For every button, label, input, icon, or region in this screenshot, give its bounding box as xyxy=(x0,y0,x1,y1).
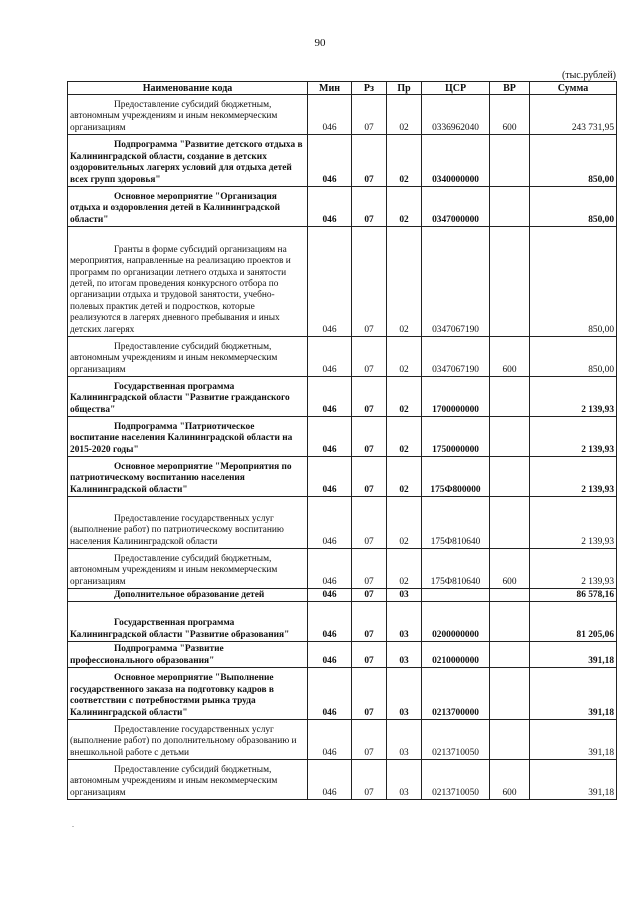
row-csr-cell: 175Ф810640 xyxy=(422,497,490,549)
row-min-cell: 046 xyxy=(308,589,352,602)
row-sum-cell: 850,00 xyxy=(530,187,617,227)
table-row xyxy=(68,668,617,720)
row-name-cell: Основное мероприятие "Мероприятия по патриотическому воспитанию населения Калининградской области" xyxy=(68,457,308,497)
row-rz-cell: 07 xyxy=(352,549,387,589)
row-name-cell: Гранты в форме субсидий организациям на мероприятия, направленные на реализацию проектов и программ по организации летнего отдыха и занятости детей, по итогам проведения конкурсного отбора по организации отдыха и трудовой занятости, учебно-полевых практик детей и подростков, которые реализуются в лагерях дневного пребывания и иных детских лагерях xyxy=(68,227,308,337)
row-rz-cell: 07 xyxy=(352,95,387,135)
row-sum-cell: 391,18 xyxy=(530,720,617,760)
column-header-pr: Пр xyxy=(387,82,422,95)
row-pr-cell: 03 xyxy=(387,602,422,642)
row-rz-cell: 07 xyxy=(352,642,387,668)
page-number: 90 xyxy=(314,37,326,49)
row-name-cell: Предоставление субсидий бюджетным, автономным учреждениям и иным некоммерческим организациям xyxy=(68,549,308,589)
units-label: (тыс.рублей) xyxy=(561,70,616,81)
row-min-cell: 046 xyxy=(308,417,352,457)
table-row xyxy=(68,227,617,337)
row-vr-cell xyxy=(490,642,530,668)
table-row xyxy=(68,497,617,549)
row-vr-cell xyxy=(490,457,530,497)
row-rz-cell: 07 xyxy=(352,337,387,377)
row-vr-cell: 600 xyxy=(490,760,530,800)
row-vr-cell: 600 xyxy=(490,549,530,589)
row-name-cell: Предоставление субсидий бюджетным, автономным учреждениям и иным некоммерческим организациям xyxy=(68,95,308,135)
row-min-cell: 046 xyxy=(308,668,352,720)
row-vr-cell xyxy=(490,227,530,337)
table-row xyxy=(68,602,617,642)
row-vr-cell xyxy=(490,720,530,760)
table-row xyxy=(68,589,617,602)
row-vr-cell xyxy=(490,497,530,549)
row-csr-cell: 0210000000 xyxy=(422,642,490,668)
row-pr-cell: 02 xyxy=(387,227,422,337)
row-csr-cell: 175Ф810640 xyxy=(422,549,490,589)
row-sum-cell: 2 139,93 xyxy=(530,457,617,497)
row-name-cell: Предоставление государственных услуг (выполнение работ) по патриотическому воспитанию населения Калининградской области xyxy=(68,497,308,549)
row-min-cell: 046 xyxy=(308,760,352,800)
table-header-row xyxy=(68,82,617,95)
row-pr-cell: 02 xyxy=(387,95,422,135)
row-vr-cell: 600 xyxy=(490,95,530,135)
row-sum-cell: 850,00 xyxy=(530,227,617,337)
row-pr-cell: 02 xyxy=(387,417,422,457)
row-min-cell: 046 xyxy=(308,187,352,227)
row-name-cell: Подпрограмма "Развитие профессионального образования" xyxy=(68,642,308,668)
row-csr-cell xyxy=(422,589,490,602)
row-pr-cell: 02 xyxy=(387,135,422,187)
table-row xyxy=(68,187,617,227)
row-sum-cell: 2 139,93 xyxy=(530,417,617,457)
table-row xyxy=(68,642,617,668)
row-sum-cell: 391,18 xyxy=(530,642,617,668)
row-sum-cell: 2 139,93 xyxy=(530,549,617,589)
row-sum-cell: 243 731,95 xyxy=(530,95,617,135)
column-header-name: Наименование кода xyxy=(68,82,308,95)
row-csr-cell: 1750000000 xyxy=(422,417,490,457)
row-pr-cell: 02 xyxy=(387,187,422,227)
row-min-cell: 046 xyxy=(308,377,352,417)
row-name-cell: Предоставление государственных услуг (выполнение работ) по дополнительному образованию и внешкольной работе с детьми xyxy=(68,720,308,760)
table-row xyxy=(68,135,617,187)
row-name-cell: Предоставление субсидий бюджетным, автономным учреждениям и иным некоммерческим организациям xyxy=(68,337,308,377)
column-header-rz: Рз xyxy=(352,82,387,95)
row-csr-cell: 0340000000 xyxy=(422,135,490,187)
row-pr-cell: 03 xyxy=(387,642,422,668)
row-min-cell: 046 xyxy=(308,720,352,760)
table-body xyxy=(68,95,617,800)
row-min-cell: 046 xyxy=(308,602,352,642)
budget-table xyxy=(67,81,617,800)
row-name-cell: Подпрограмма "Развитие детского отдыха в Калининградской области, создание в детских оздоровительных лагерях условий для отдыха детей всех групп здоровья" xyxy=(68,135,308,187)
row-name-cell: Основное мероприятие "Выполнение государственного заказа на подготовку кадров в соответствии с потребностями рынка труда Калининградской области" xyxy=(68,668,308,720)
row-rz-cell: 07 xyxy=(352,668,387,720)
row-csr-cell: 0336962040 xyxy=(422,95,490,135)
row-vr-cell xyxy=(490,135,530,187)
row-csr-cell: 0200000000 xyxy=(422,602,490,642)
row-pr-cell: 02 xyxy=(387,549,422,589)
column-header-vr: ВР xyxy=(490,82,530,95)
table-row xyxy=(68,95,617,135)
row-name-cell: Основное мероприятие "Организация отдыха и оздоровления детей в Калининградской области" xyxy=(68,187,308,227)
table-row xyxy=(68,760,617,800)
row-name-cell: Предоставление субсидий бюджетным, автономным учреждениям и иным некоммерческим организациям xyxy=(68,760,308,800)
row-rz-cell: 07 xyxy=(352,589,387,602)
row-csr-cell: 0213710050 xyxy=(422,760,490,800)
row-rz-cell: 07 xyxy=(352,760,387,800)
row-vr-cell xyxy=(490,589,530,602)
table-row xyxy=(68,377,617,417)
row-min-cell: 046 xyxy=(308,457,352,497)
table-row xyxy=(68,337,617,377)
row-sum-cell: 850,00 xyxy=(530,135,617,187)
row-vr-cell: 600 xyxy=(490,337,530,377)
row-sum-cell: 81 205,06 xyxy=(530,602,617,642)
row-sum-cell: 850,00 xyxy=(530,337,617,377)
row-min-cell: 046 xyxy=(308,497,352,549)
row-rz-cell: 07 xyxy=(352,187,387,227)
row-name-cell: Государственная программа Калининградской области "Развитие гражданского общества" xyxy=(68,377,308,417)
row-vr-cell xyxy=(490,602,530,642)
row-name-cell: Дополнительное образование детей xyxy=(68,589,308,602)
row-csr-cell: 0347067190 xyxy=(422,227,490,337)
row-vr-cell xyxy=(490,668,530,720)
table-row xyxy=(68,457,617,497)
row-min-cell: 046 xyxy=(308,642,352,668)
row-min-cell: 046 xyxy=(308,135,352,187)
row-pr-cell: 03 xyxy=(387,760,422,800)
row-pr-cell: 03 xyxy=(387,589,422,602)
row-rz-cell: 07 xyxy=(352,602,387,642)
scan-dot: . xyxy=(72,820,74,829)
table-row xyxy=(68,549,617,589)
row-rz-cell: 07 xyxy=(352,497,387,549)
row-sum-cell: 2 139,93 xyxy=(530,377,617,417)
row-sum-cell: 2 139,93 xyxy=(530,497,617,549)
row-csr-cell: 175Ф800000 xyxy=(422,457,490,497)
row-rz-cell: 07 xyxy=(352,720,387,760)
column-header-min: Мин xyxy=(308,82,352,95)
row-vr-cell xyxy=(490,377,530,417)
row-min-cell: 046 xyxy=(308,337,352,377)
row-rz-cell: 07 xyxy=(352,417,387,457)
row-rz-cell: 07 xyxy=(352,227,387,337)
row-csr-cell: 0347000000 xyxy=(422,187,490,227)
row-csr-cell: 0213710050 xyxy=(422,720,490,760)
row-rz-cell: 07 xyxy=(352,135,387,187)
row-sum-cell: 391,18 xyxy=(530,668,617,720)
row-vr-cell xyxy=(490,417,530,457)
table-row xyxy=(68,417,617,457)
row-name-cell: Государственная программа Калининградской области "Развитие образования" xyxy=(68,602,308,642)
row-csr-cell: 1700000000 xyxy=(422,377,490,417)
row-csr-cell: 0213700000 xyxy=(422,668,490,720)
row-pr-cell: 03 xyxy=(387,668,422,720)
table-row xyxy=(68,720,617,760)
row-min-cell: 046 xyxy=(308,95,352,135)
row-sum-cell: 86 578,16 xyxy=(530,589,617,602)
row-pr-cell: 02 xyxy=(387,337,422,377)
row-rz-cell: 07 xyxy=(352,377,387,417)
row-sum-cell: 391,18 xyxy=(530,760,617,800)
row-min-cell: 046 xyxy=(308,549,352,589)
row-pr-cell: 03 xyxy=(387,720,422,760)
row-pr-cell: 02 xyxy=(387,377,422,417)
row-csr-cell: 0347067190 xyxy=(422,337,490,377)
row-rz-cell: 07 xyxy=(352,457,387,497)
row-vr-cell xyxy=(490,187,530,227)
row-pr-cell: 02 xyxy=(387,457,422,497)
row-pr-cell: 02 xyxy=(387,497,422,549)
column-header-sum: Сумма xyxy=(530,82,617,95)
column-header-csr: ЦСР xyxy=(422,82,490,95)
row-min-cell: 046 xyxy=(308,227,352,337)
row-name-cell: Подпрограмма "Патриотическое воспитание населения Калининградской области на 2015-2020 годы" xyxy=(68,417,308,457)
